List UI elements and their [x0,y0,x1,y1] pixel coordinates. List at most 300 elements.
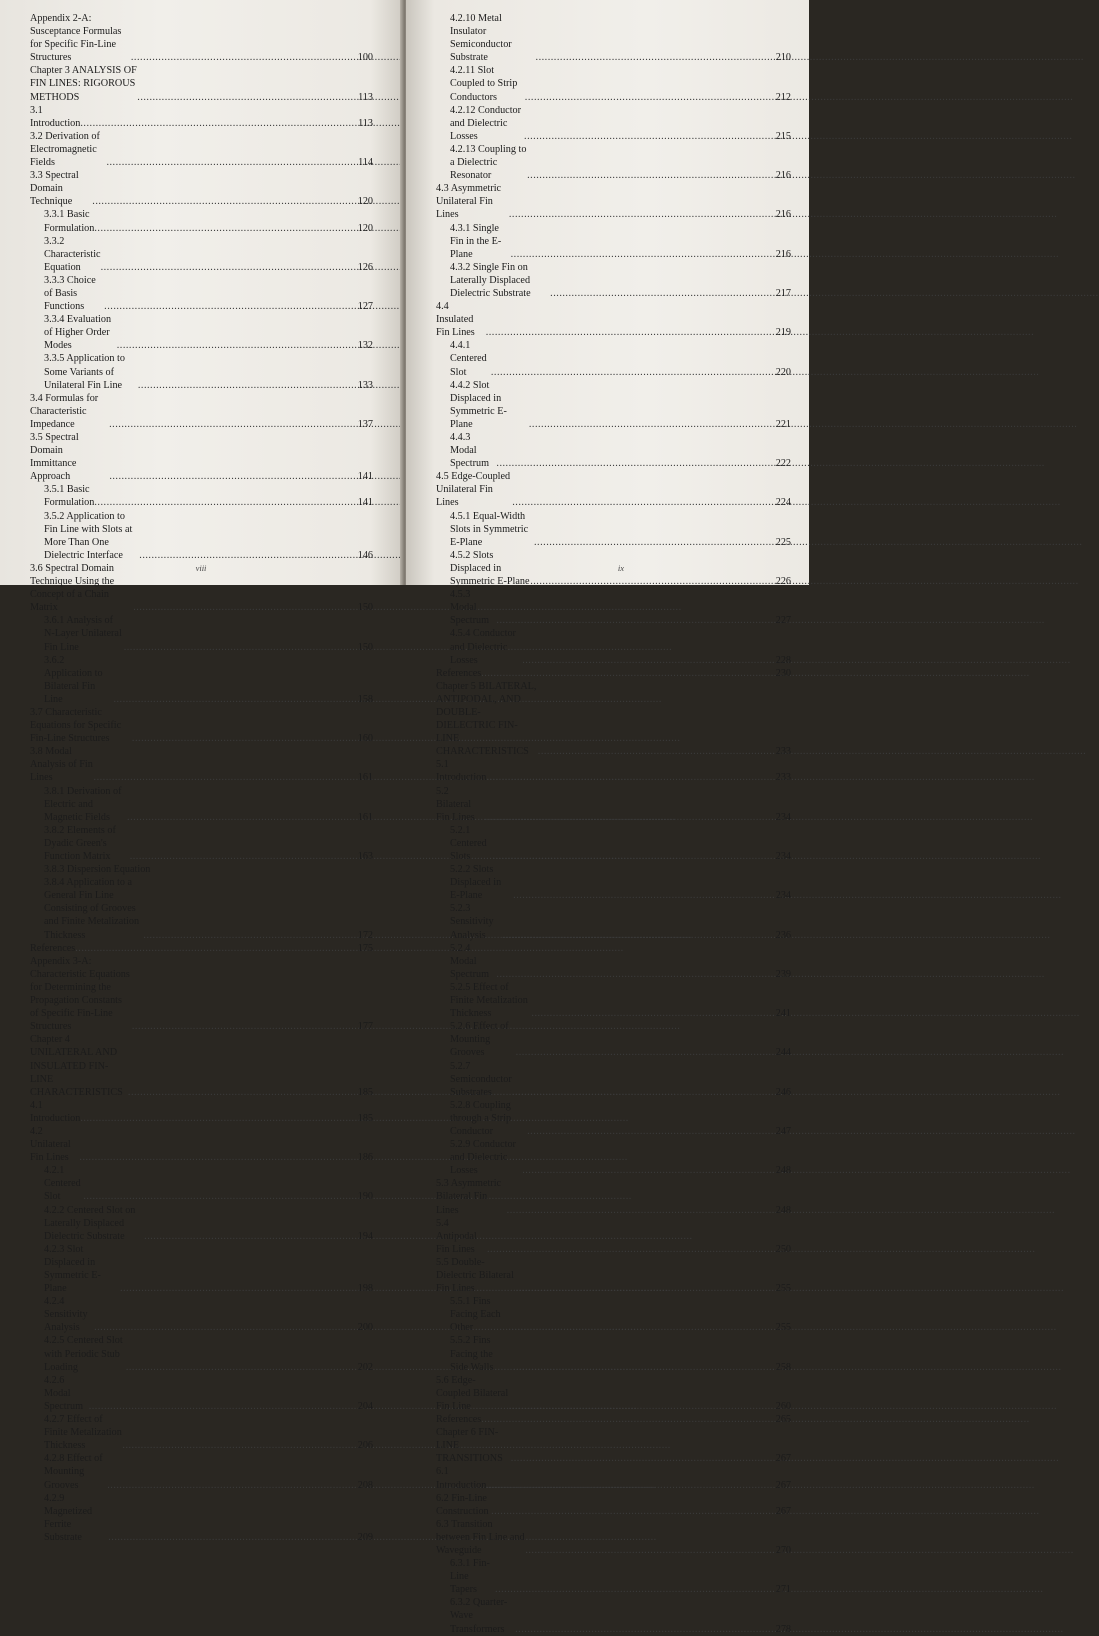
dot-leader [496,614,775,627]
toc-entry [30,169,373,208]
toc-entry-title: 4.2.8 Effect of Mounting Grooves [44,1453,103,1491]
toc-entry-title: References [436,667,482,679]
toc-entry-page-number: 265 [775,1414,791,1426]
dot-leader [493,850,776,863]
toc-entry [436,1426,791,1465]
toc-entry-title: 3.3.1 Basic Formulation [44,209,95,234]
toc-entry-title: 4.5.4 Conductor and Dielectric Losses [450,628,516,666]
dot-leader [511,248,776,261]
toc-entry-title: 3.8.4 Application to a General Fin Line Consisting of Grooves and Finite Metalization Thickness [44,877,140,941]
toc-entry [436,902,791,941]
toc-entry [30,130,373,169]
toc-entry-page-number: 267 [775,1479,791,1491]
toc-entry-page-number: 141 [357,471,373,483]
toc-entry [436,1060,791,1099]
toc-entry [30,1295,373,1334]
dot-leader [522,1164,776,1177]
dot-leader [92,195,357,208]
toc-entry-page-number: 216 [775,209,791,221]
toc-entry-title: 4.2.2 Centered Slot on Laterally Displaced Dielectric Substrate [44,1204,136,1242]
toc-entry-page-number: 206 [357,1440,373,1452]
toc-entry-title: 4.2.1 Centered Slot [44,1165,81,1203]
toc-entry-title: 3.6 Spectral Domain Technique Using the Concept of a Chain Matrix [30,562,115,614]
toc-entry [30,706,373,745]
dot-leader [83,1190,357,1203]
toc-entry-page-number: 161 [357,811,373,823]
toc-entry-page-number: 270 [775,1544,791,1556]
dot-leader [522,654,776,667]
toc-entry-title: 6.3.1 Fin-Line Tapers [450,1558,490,1596]
toc-entry-page-number: 224 [775,497,791,509]
toc-entry-page-number: 204 [357,1400,373,1412]
toc-entry [30,876,373,941]
dot-leader [491,366,776,379]
toc-entry-page-number: 222 [775,458,791,470]
toc-entry [436,680,791,759]
toc-entry-title: 3.5 Spectral Domain Immittance Approach [30,432,79,483]
toc-entry [30,235,373,274]
dot-leader [527,1125,776,1138]
toc-entry-page-number: 132 [357,340,373,352]
dot-leader [80,1112,357,1125]
toc-entry-title: 3.5.2 Application to Fin Line with Slots at More Than One Dielectric Interface [44,510,133,561]
dot-leader [481,1413,775,1426]
dot-leader [481,667,775,680]
toc-entry-page-number: 234 [775,851,791,862]
toc-entry [30,1033,373,1098]
dot-leader [143,929,357,942]
toc-entry-page-number: 185 [357,1086,373,1098]
toc-entry-page-number: 210 [775,52,791,64]
dot-leader [133,601,358,614]
toc-entry-title: Chapter 3 ANALYSIS OF FIN LINES: RIGOROUS METHODS [30,65,137,103]
toc-entry-title: 3.2 Derivation of Electromagnetic Fields [30,130,100,169]
toc-entry [436,470,791,509]
dot-leader [94,222,357,235]
toc-entry-title: 3.7 Characteristic Equations for Specific Fin-Line Structures [30,706,122,745]
toc-entry [436,1557,791,1596]
toc-entry [436,510,791,549]
toc-entry [436,222,791,261]
toc-entry-page-number: 244 [775,1047,791,1059]
dot-leader [527,169,776,182]
toc-entry-page-number: 236 [775,929,791,941]
dot-leader [89,1400,358,1413]
toc-entry-page-number: 221 [775,418,791,430]
toc-entry-page-number: 255 [775,1322,791,1334]
toc-entry-page-number: 212 [775,91,791,103]
dot-leader [108,1531,357,1544]
toc-entry-page-number: 234 [775,811,791,823]
page-folio-right: ix [617,563,625,573]
toc-entry-page-number: 163 [357,851,373,862]
toc-entry-page-number: 246 [775,1086,791,1098]
toc-entry-page-number: 239 [775,968,791,980]
dot-leader [550,287,776,300]
dot-leader [124,641,358,654]
toc-entry-title: Appendix 2-A: Susceptance Formulas for Specific Fin-Line Structures [30,13,122,64]
dot-leader [101,261,358,274]
toc-entry-page-number: 233 [775,772,791,784]
toc-entry-page-number: 190 [357,1191,373,1203]
dot-leader [117,339,358,352]
toc-entry-page-number: 161 [357,772,373,784]
dot-leader [491,1505,776,1518]
toc-entry [30,352,373,391]
toc-entry [436,758,791,784]
toc-entry [436,627,791,666]
toc-entry-title: 3.6.1 Analysis of N-Layer Unilateral Fin Line [44,615,122,653]
dot-leader [109,418,358,431]
toc-entry [30,1243,373,1295]
toc-entry [30,104,373,130]
toc-entry [30,1374,373,1413]
toc-entry-title: 3.3 Spectral Domain Technique [30,170,79,208]
toc-entry-title: 5.2.8 Coupling through a Strip Conductor [450,1099,512,1137]
dot-leader [524,130,776,143]
toc-entry-page-number: 172 [357,929,373,941]
toc-entry [436,942,791,981]
toc-entry-title: 4.1 Introduction [30,1099,81,1124]
toc-entry [30,208,373,234]
toc-entry-title: 5.4 Antipodal Fin Lines [436,1217,477,1255]
toc-entry-page-number: 194 [357,1230,373,1242]
toc-entry-title: References [436,1414,482,1426]
dot-leader [511,1452,776,1465]
toc-entry-page-number: 220 [775,366,791,378]
dot-leader [529,418,776,431]
toc-entry-title: 4.3 Asymmetric Unilateral Fin Lines [436,183,502,221]
dot-leader [94,1321,358,1334]
toc-entry-page-number: 113 [358,91,373,103]
toc-entry [436,785,791,824]
dot-leader [106,156,358,169]
toc-entry [436,431,791,470]
toc-entry-title: 3.4 Formulas for Characteristic Impedance [30,392,99,430]
toc-entry-page-number: 141 [357,497,373,509]
dot-leader [126,1361,358,1374]
toc-entry-page-number: 241 [775,1008,791,1020]
toc-entry-page-number: 113 [358,117,373,129]
dot-leader [109,470,357,483]
toc-entry [30,654,373,706]
toc-entry-title: 5.2.9 Conductor and Dielectric Losses [450,1139,516,1177]
toc-entry-page-number: 267 [775,1505,791,1517]
toc-entry [30,785,373,824]
toc-entry-title: 4.2.4 Sensitivity Analysis [44,1296,88,1334]
dot-leader [508,1321,775,1334]
dot-leader [487,1243,776,1256]
toc-entry-page-number: 233 [775,746,791,758]
toc-entry-title: 5.5.1 Fins Facing Each Other [450,1296,501,1334]
dot-leader [525,1544,775,1557]
toc-entry-title: 3.3.5 Application to Some Variants of Unilateral Fin Line [44,353,125,391]
right-page [406,0,809,1635]
toc-entry-page-number: 226 [775,576,791,588]
toc-entry-page-number: 127 [357,301,373,313]
toc-entry-title: 6.3 Transition between Fin Line and Waveguide [436,1518,525,1556]
toc-entry-page-number: 228 [775,654,791,666]
dot-leader [486,771,775,784]
toc-entry [436,1596,791,1635]
toc-entry [436,339,791,378]
toc-entry-title: 6.2 Fin-Line Construction [436,1492,489,1517]
toc-entry [30,510,373,562]
toc-entry-title: References [30,942,76,954]
toc-entry [436,1413,791,1426]
toc-entry-title: 3.8 Modal Analysis of Fin Lines [30,746,93,784]
toc-entry [30,392,373,431]
dot-leader [107,1479,357,1492]
toc-entry-page-number: 230 [775,667,791,679]
toc-entry [30,274,373,313]
dot-leader [538,745,776,758]
toc-entry-title: 4.2.12 Conductor and Dielectric Losses [450,104,522,142]
toc-entry-page-number: 258 [775,1361,791,1373]
dot-leader [486,326,776,339]
toc-entry [30,64,373,103]
dot-leader [485,811,776,824]
dot-leader [513,1361,776,1374]
toc-entry-page-number: 120 [357,222,373,234]
toc-entry-page-number: 255 [775,1283,791,1295]
toc-entry [30,1099,373,1125]
toc-entry [436,824,791,863]
toc-entry-page-number: 271 [775,1584,791,1596]
toc-entry [436,64,791,103]
dot-leader [495,1583,776,1596]
toc-entry [30,313,373,352]
dot-leader [496,968,775,981]
toc-entry-page-number: 248 [775,1204,791,1216]
toc-entry-title: 5.5 Double-Dielectric Bilateral Fin Lines [436,1256,514,1295]
toc-entry [436,104,791,143]
toc-entry-title: 3.5.1 Basic Formulation [44,484,95,509]
dot-leader [515,1623,776,1636]
toc-entry-title: Chapter 5 BILATERAL, ANTIPODAL, AND DOUBLE- DIELECTRIC FIN-LINE CHARACTERISTICS [436,680,537,758]
toc-entry [30,824,373,863]
dot-leader [131,51,358,64]
toc-entry-title: 5.3 Asymmetric Bilateral Fin Lines [436,1178,502,1216]
dot-leader [530,575,776,588]
dot-leader [144,1230,358,1243]
dot-leader [132,732,358,745]
dot-leader [80,117,358,130]
toc-entry [436,863,791,902]
toc-entry-title: 3.8.1 Derivation of Electric and Magnetic Fields [44,785,122,823]
toc-entry-title: 3.6.2 Application to Bilateral Fin Line [44,654,103,705]
toc-entry [30,12,373,64]
toc-entry-page-number: 248 [775,1165,791,1177]
toc-entry [436,1334,791,1373]
table-of-contents-right [436,12,791,1636]
page-folio-left: viii [195,563,207,573]
toc-entry [436,261,791,300]
toc-entry [30,1164,373,1203]
toc-entry-title: 4.2.13 Coupling to a Dielectric Resonator [450,143,527,182]
toc-entry-page-number: 278 [775,1623,791,1635]
dot-leader [536,51,776,64]
toc-entry-title: 4.4.1 Centered Slot [450,340,487,378]
dot-leader [507,1204,776,1217]
toc-entry [436,1492,791,1518]
toc-entry-title: Chapter 4 UNILATERAL AND INSULATED FIN-LINE CHARACTERISTICS [30,1034,123,1098]
toc-entry [436,1295,791,1334]
toc-entry-title: 5.2.6 Effect of Mounting Grooves [450,1021,509,1059]
toc-entry-title: 5.2.5 Effect of Finite Metalization Thickness [450,981,528,1020]
dot-leader [127,811,358,824]
toc-entry-title: 4.2.10 Metal Insulator Semiconductor Substrate [450,13,512,64]
toc-entry-title: 4.5 Edge-Coupled Unilateral Fin Lines [436,471,511,509]
toc-entry-title: 5.2.1 Centered Slots [450,824,487,862]
toc-entry [30,1452,373,1491]
toc-entry [436,1138,791,1177]
table-of-contents-left [30,12,373,1544]
toc-entry-page-number: 247 [775,1125,791,1137]
toc-entry-title: 4.5.3 Modal Spectrum [450,589,490,627]
toc-entry-title: 3.1 Introduction [30,104,81,129]
toc-entry [30,431,373,483]
toc-entry [30,1492,373,1544]
dot-leader [509,208,776,221]
toc-entry-title: 3.8.2 Elements of Dyadic Green's Function Matrix [44,824,116,862]
toc-entry-page-number: 227 [775,615,791,627]
toc-entry-page-number: 216 [775,170,791,182]
toc-entry [436,1177,791,1216]
toc-entry-title: 5.1 Introduction [436,759,487,784]
toc-entry-title: 4.4.2 Slot Displaced in Symmetric E-Plane [450,379,507,430]
dot-leader [512,496,775,509]
toc-entry [436,1020,791,1059]
toc-entry-title: 5.2.2 Slots Displaced in E-Plane [450,864,502,902]
toc-entry [436,379,791,431]
toc-entry-page-number: 208 [357,1479,373,1491]
dot-leader [94,496,357,509]
dot-leader [509,1400,776,1413]
toc-entry-page-number: 200 [357,1322,373,1334]
dot-leader [75,942,357,955]
toc-entry-title: 4.2.7 Effect of Finite Metalization Thickness [44,1414,122,1452]
toc-entry-title: 3.8.3 Dispersion Equation [44,864,151,876]
toc-entry-page-number: 137 [357,418,373,430]
toc-entry-page-number: 217 [775,287,791,299]
dot-leader [486,1479,775,1492]
dot-leader [138,379,358,392]
toc-entry-page-number: 126 [357,261,373,273]
toc-entry [30,863,373,876]
toc-entry-page-number: 146 [357,549,373,561]
dot-leader [128,1086,358,1099]
toc-entry-title: 3.3.4 Evaluation of Higher Order Modes [44,314,112,352]
toc-entry-title: 4.2.9 Magnetized Ferrite Substrate [44,1492,93,1543]
toc-entry [30,1125,373,1164]
toc-entry-title: 4.4.3 Modal Spectrum [450,432,490,470]
toc-entry-page-number: 160 [357,733,373,745]
toc-entry-title: Appendix 3-A: Characteristic Equations for Determining the Propagation Constants of Specific Fin-Line Structures [30,955,130,1033]
toc-entry-page-number: 175 [357,942,373,954]
toc-entry-title: 5.5.2 Fins Facing the Side Walls [450,1335,494,1373]
toc-entry-page-number: 216 [775,248,791,260]
toc-entry-title: 5.2.4 Modal Spectrum [450,942,490,980]
toc-entry-page-number: 150 [357,641,373,653]
toc-entry [436,667,791,680]
toc-entry-title: 5.2.7 Semiconductor Substrates [450,1060,512,1098]
toc-entry [30,955,373,1034]
toc-entry [436,1465,791,1491]
dot-leader [525,91,776,104]
dot-leader [139,549,357,562]
toc-entry-page-number: 177 [357,1021,373,1033]
toc-entry [436,1374,791,1413]
toc-entry [436,12,791,64]
toc-entry-title: 6.1 Introduction [436,1466,487,1491]
toc-entry [436,182,791,221]
toc-entry-page-number: 185 [357,1112,373,1124]
toc-entry [436,981,791,1020]
toc-entry-title: 4.2.3 Slot Displaced in Symmetric E-Plane [44,1243,101,1295]
toc-entry-title: 4.3.2 Single Fin on Laterally Displaced Dielectric Substrate [450,261,531,299]
toc-entry [30,1413,373,1452]
toc-entry-page-number: 133 [357,379,373,391]
dot-leader [130,850,358,863]
toc-entry-page-number: 158 [357,693,373,705]
toc-entry-title: 4.5.2 Slots Displaced in Symmetric E-Plane [450,549,530,588]
toc-entry-page-number: 250 [775,1243,791,1255]
toc-entry-title: 4.2 Unilateral Fin Lines [30,1125,71,1164]
toc-entry [436,143,791,182]
toc-entry-page-number: 114 [358,157,373,169]
dot-leader [516,1282,776,1295]
toc-entry [436,1518,791,1557]
dot-leader [534,536,776,549]
toc-entry-title: 4.2.5 Centered Slot with Periodic Stub Loading [44,1335,123,1373]
dot-leader [94,771,358,784]
dot-leader [513,889,776,902]
toc-entry [436,588,791,627]
toc-entry-page-number: 234 [775,890,791,902]
dot-leader [104,300,358,313]
left-page [0,0,403,1543]
toc-entry-page-number: 219 [775,327,791,339]
toc-entry-page-number: 198 [357,1283,373,1295]
toc-entry-title: 5.2 Bilateral Fin Lines [436,785,475,823]
toc-entry [30,614,373,653]
toc-entry-page-number: 120 [357,196,373,208]
toc-entry [436,1217,791,1256]
toc-entry-title: 4.2.6 Modal Spectrum [44,1374,84,1412]
toc-entry-title: 4.4 Insulated Fin Lines [436,301,475,339]
toc-entry-page-number: 260 [775,1400,791,1412]
toc-entry [436,1099,791,1138]
toc-entry-page-number: 186 [357,1152,373,1164]
toc-entry-title: 6.3.2 Quarter-Wave Transformers [450,1597,508,1635]
toc-entry-page-number: 100 [357,52,373,64]
dot-leader [132,1020,358,1033]
dot-leader [516,1046,776,1059]
toc-entry-title: 4.2.11 Slot Coupled to Strip Conductors [450,65,518,103]
dot-leader [502,929,776,942]
dot-leader [512,1086,776,1099]
toc-entry [30,942,373,955]
dot-leader [113,693,357,706]
dot-leader [120,1282,358,1295]
toc-entry-page-number: 209 [357,1531,373,1543]
toc-entry-page-number: 215 [775,130,791,142]
toc-entry [436,300,791,339]
dot-leader [496,457,775,470]
toc-entry-title: Chapter 6 FIN-LINE TRANSITIONS [436,1427,503,1465]
toc-entry-page-number: 150 [357,602,373,614]
